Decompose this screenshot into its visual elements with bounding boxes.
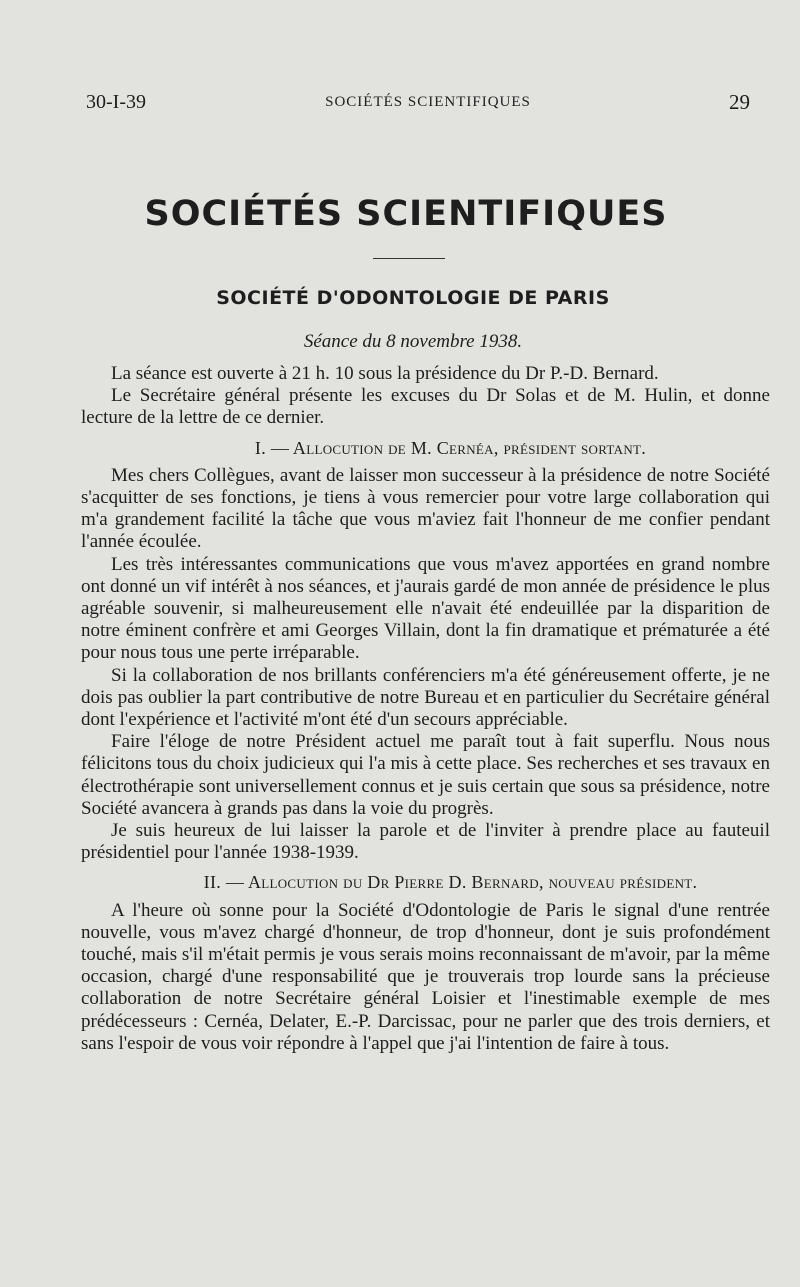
paragraph: Je suis heureux de lui laisser la parole et de l'inviter à prendre place au fauteuil présidentiel pour l'année 1938-1939. <box>81 820 770 864</box>
paragraph: Le Secrétaire général présente les excuses du Dr Solas et de M. Hulin, et donne lecture de la lettre de ce dernier. <box>81 385 770 429</box>
section-heading: II. — Allocution du Dr Pierre D. Bernard, nouveau président. <box>203 872 698 893</box>
paragraph: Mes chers Collègues, avant de laisser mon successeur à la présidence de notre Société s'acquitter de ses fonctions, je tiens à vous remercier pour votre large collaboration qui m'a grandement facilité la tâche que vous m'aviez fait l'honneur de me confier pendant l'année écoulée. <box>81 464 770 553</box>
paragraph: La séance est ouverte à 21 h. 10 sous la présidence du Dr P.-D. Bernard. <box>111 363 659 384</box>
section-heading: I. — Allocution de M. Cernéa, président sortant. <box>254 437 647 458</box>
paragraph: Les très intéressantes communications que vous m'avez apportées en grand nombre ont donné un vif intérêt à nos séances, et j'aurais gardé de mon année de présidence le plus agréable souvenir, si malheureusement elle n'avait été endeuillée par la disparition de notre éminent confrère et ami Georges Villain, dont la fin dramatique et prématurée a été pour nous tous une perte irréparable. <box>81 553 770 664</box>
society-heading: SOCIÉTÉ D'ODONTOLOGIE DE PARIS <box>216 287 610 309</box>
paragraph: Si la collaboration de nos brillants conférenciers m'a été généreusement offerte, je ne dois pas oublier la part contributive de notre Bureau et en particulier du Secrétaire général dont l'expérience et l'activité m'ont été d'un secours appréciable. <box>81 664 770 731</box>
page-title: SOCIÉTÉS SCIENTIFIQUES <box>144 194 668 234</box>
paragraph: Faire l'éloge de notre Président actuel me paraît tout à fait superflu. Nous nous félicitons tous du choix judicieux qui l'a mis à cette place. Ses recherches et ses travaux en électrothérapie sont universellement connus et je suis certain que sous sa présidence, notre Société avancera à grands pas dans la voie du progrès. <box>81 731 770 819</box>
running-head <box>86 89 750 115</box>
running-section-title: SOCIÉTÉS SCIENTIFIQUES <box>325 94 531 110</box>
paragraph: A l'heure où sonne pour la Société d'Odontologie de Paris le signal d'une rentrée nouvelle, vous m'avez chargé d'honneur, de trop d'honneur, dont je suis profondément touché, mais s'il m'était permis je vous serais moins reconnaissant de m'avoir, par la même occasion, chargé d'une responsabilité que je trouverais trop lourde sans la précieuse collaboration de notre Secrétaire général Loisier et l'inestimable exemple de mes prédécesseurs : Cernéa, Delater, E.-P. Darcissac, pour ne parler que des trois derniers, et sans l'espoir de vous voir répondre à l'appel que j'ai l'intention de faire à tous. <box>81 899 770 1054</box>
page-number: 29 <box>729 90 750 114</box>
session-date-text: Séance du 8 novembre 1938. <box>303 331 523 352</box>
article-body <box>81 363 770 1055</box>
title-divider <box>373 258 445 259</box>
session-date <box>0 331 800 353</box>
issue-date: 30-I-39 <box>86 91 146 113</box>
